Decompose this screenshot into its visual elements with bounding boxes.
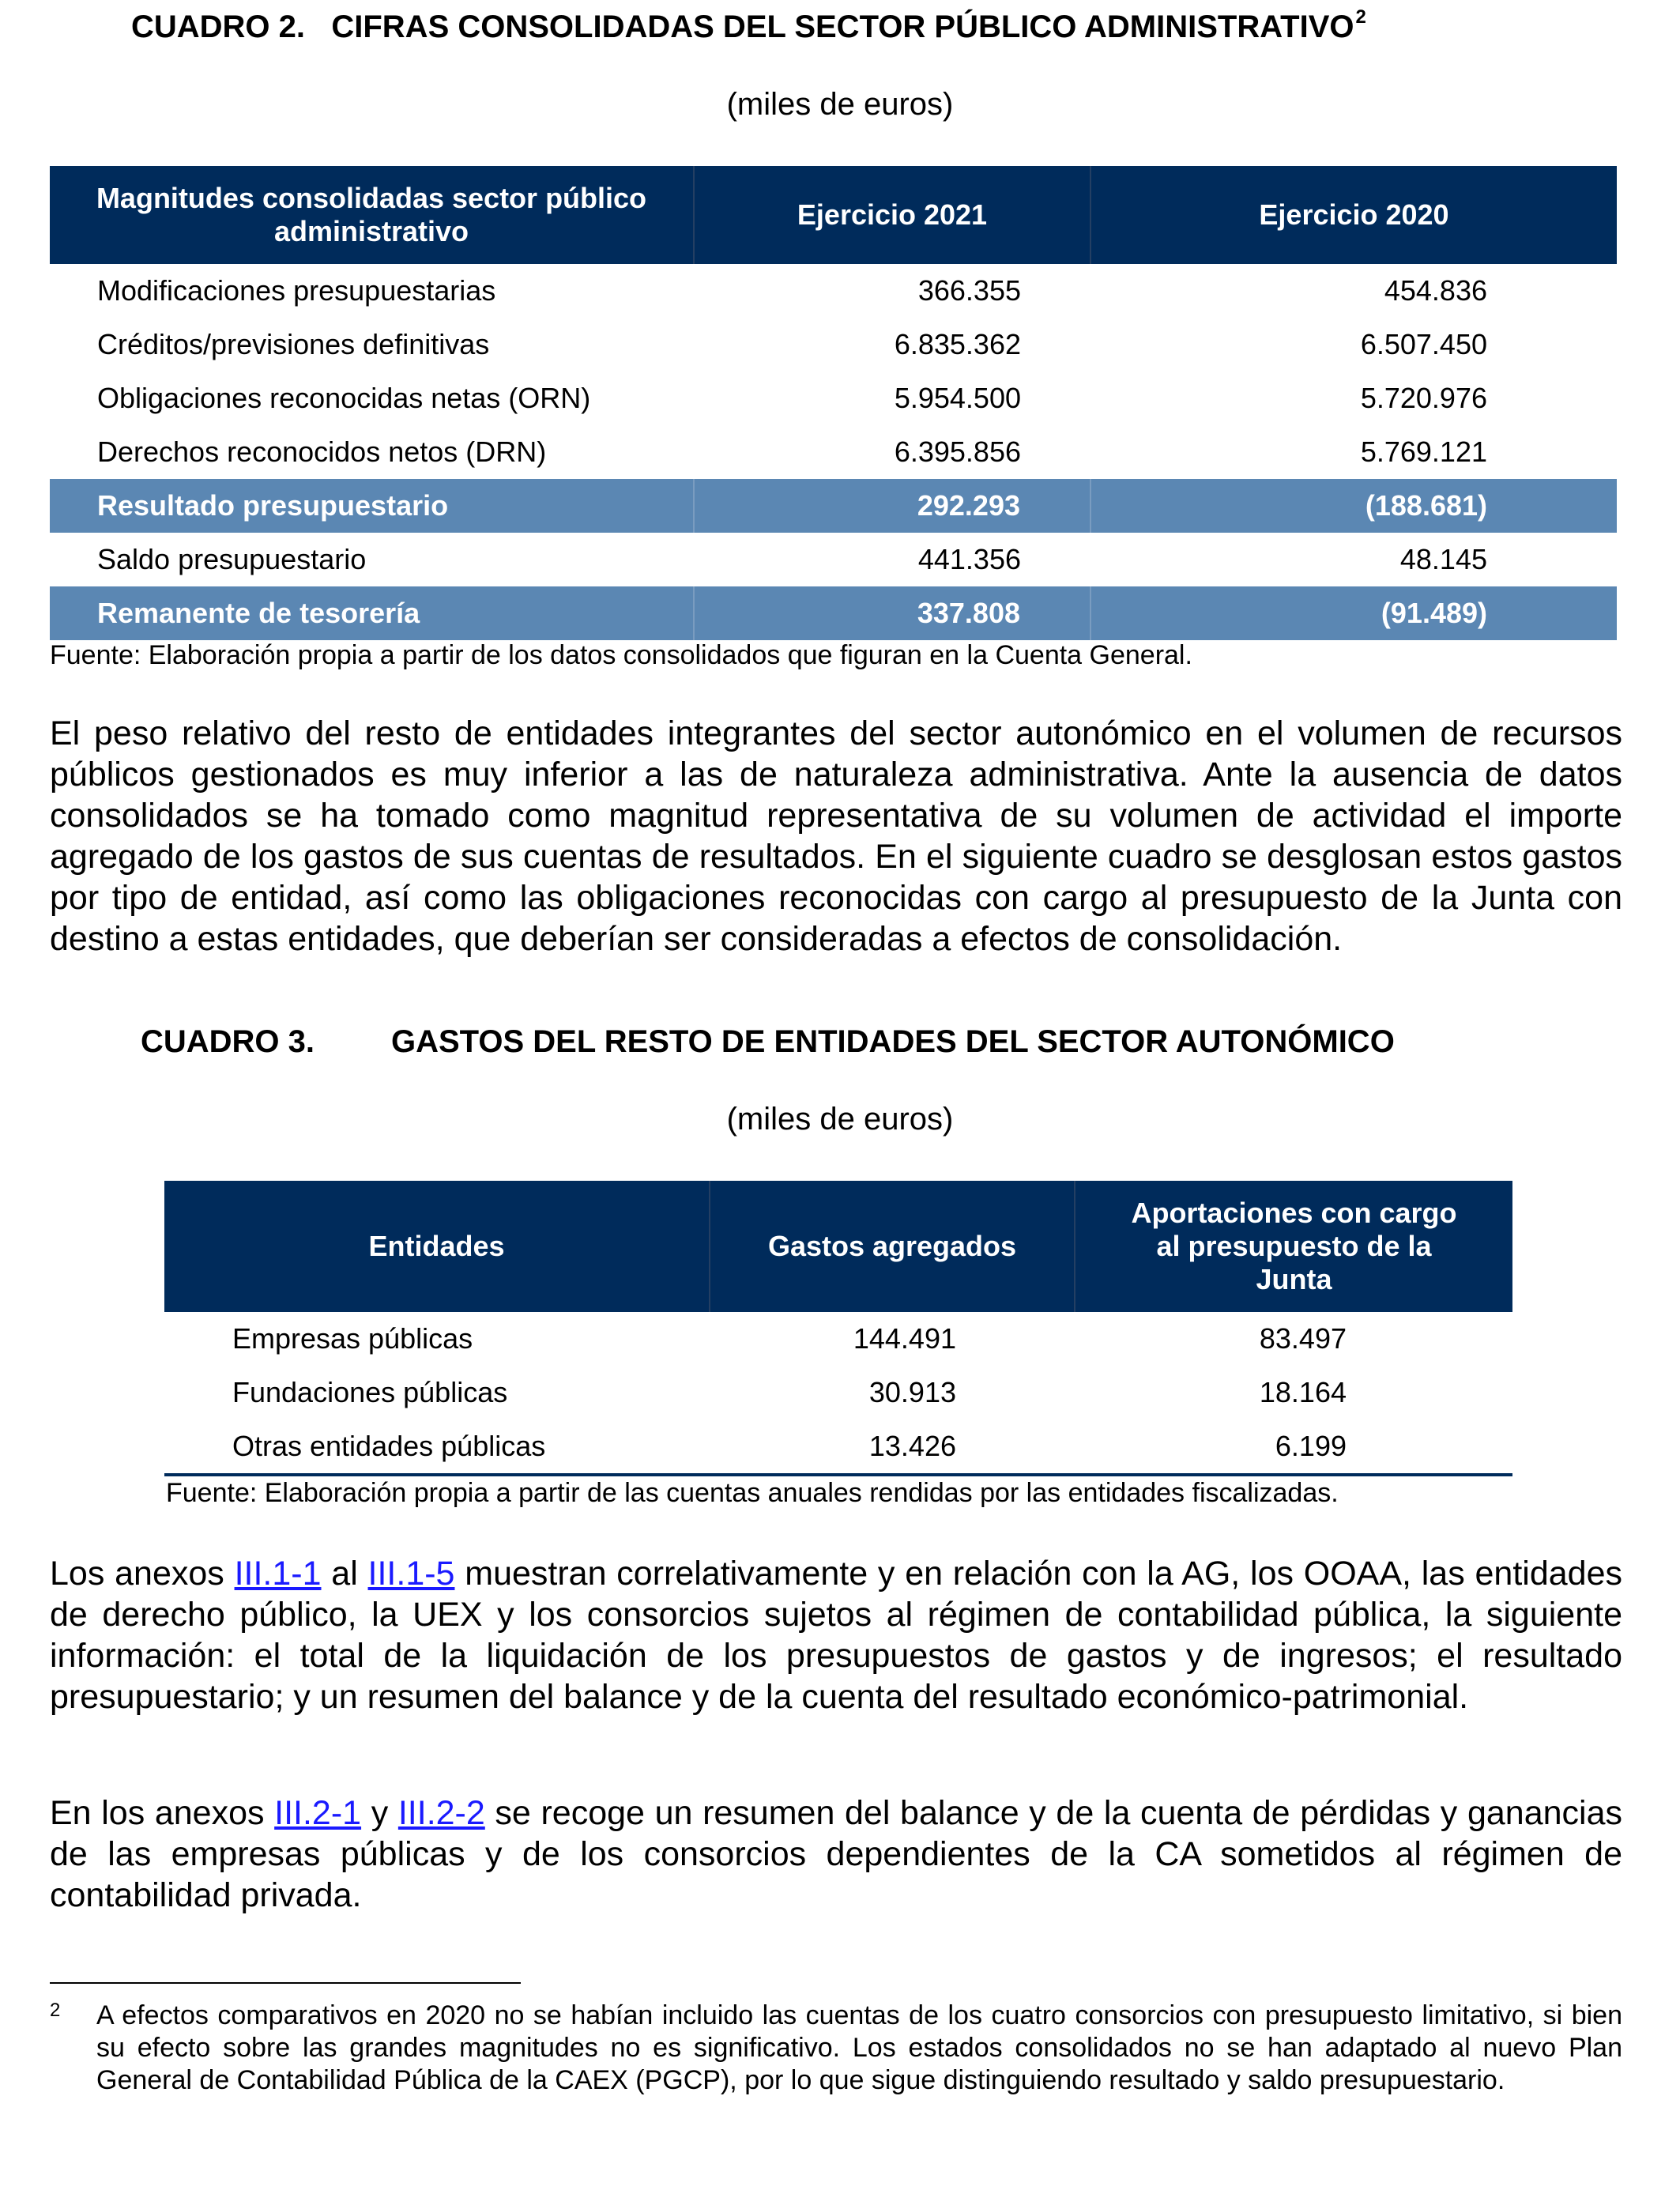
footnote-number: 2 (50, 2000, 61, 2021)
column-header: Ejercicio 2021 (694, 166, 1090, 264)
table-row (50, 318, 1617, 371)
other-entities-expenses-table (164, 1181, 1512, 1476)
annex-link[interactable]: III.2-1 (274, 1794, 362, 1832)
value-2020: 6.507.450 (1360, 328, 1487, 360)
annex-link[interactable]: III.1-1 (234, 1555, 322, 1593)
footnote-text: A efectos comparativos en 2020 no se habían incluido las cuentas de los cuatro consorcios con presupuesto limitativo, si bien su efecto sobre las grandes magnitudes no es significativo. Los estados consolidados no se han adaptado al nuevo Plan General de Contabilidad Pública de la CAEX (PGCP), por lo que sigue distinguiendo resultado y saldo presupuestario. (96, 2000, 1622, 2095)
value-2020: 48.145 (1399, 543, 1487, 575)
table-row-highlighted (50, 586, 1617, 640)
table2-heading-number: CUADRO 3. (141, 1024, 315, 1059)
annex-link[interactable]: III.2-2 (397, 1794, 485, 1832)
gastos-value: 30.913 (868, 1376, 956, 1408)
value-2020: 5.720.976 (1360, 382, 1487, 414)
value-2020: (91.489) (1090, 586, 1617, 640)
paragraph-text: En los anexos (50, 1794, 275, 1832)
row-label: Saldo presupuestario (97, 543, 367, 575)
table-row (50, 425, 1617, 479)
footnote-separator (50, 1982, 521, 1984)
table-row (50, 264, 1617, 318)
annex-link[interactable]: III.1-5 (367, 1555, 455, 1593)
value-2021: 441.356 (917, 543, 1021, 575)
table-row (50, 371, 1617, 425)
row-label: Fundaciones públicas (232, 1376, 508, 1408)
value-2021: 337.808 (694, 586, 1090, 640)
consolidated-figures-table (50, 166, 1617, 640)
table-row (164, 1366, 1512, 1419)
value-2021: 6.395.856 (894, 435, 1021, 468)
body-paragraph-2 (50, 1553, 1622, 1717)
table1-source: Fuente: Elaboración propia a partir de los datos consolidados que figuran en la Cuenta General. (50, 640, 1192, 670)
column-header: Gastos agregados (710, 1181, 1075, 1312)
value-2021: 5.954.500 (894, 382, 1021, 414)
value-2020: (188.681) (1090, 479, 1617, 533)
aportaciones-value: 6.199 (1075, 1419, 1512, 1475)
column-header: Magnitudes consolidadas sector público administrativo (50, 166, 694, 264)
table-header-row (164, 1181, 1512, 1312)
body-paragraph-1: El peso relativo del resto de entidades integrantes del sector autonómico en el volumen de recursos públicos gestionados es muy inferior a las de naturaleza administrativa. Ante la ausencia de datos consolidados se ha tomado como magnitud representativa de su volumen de actividad el importe agregado de los gastos de sus cuentas de resultados. En el siguiente cuadro se desglosan estos gastos por tipo de entidad, así como las obligaciones reconocidas con cargo al presupuesto de la Junta con destino a estas entidades, que deberían ser consideradas a efectos de consolidación. (50, 714, 1622, 958)
body-paragraph-3 (50, 1793, 1622, 1916)
table-header-row (50, 166, 1617, 264)
gastos-value: 144.491 (853, 1322, 956, 1355)
table1-heading (131, 6, 1366, 45)
value-2021: 366.355 (917, 274, 1021, 307)
row-label: Resultado presupuestario (50, 479, 694, 533)
table-row (50, 533, 1617, 586)
aportaciones-value: 83.497 (1259, 1322, 1347, 1355)
row-label: Otras entidades públicas (164, 1419, 710, 1475)
value-2021: 292.293 (694, 479, 1090, 533)
row-label: Modificaciones presupuestarias (97, 274, 496, 307)
table-row (164, 1312, 1512, 1366)
paragraph-text: Los anexos (50, 1555, 235, 1593)
paragraph-text: muestran correlativamente y en relación con la AG, los OOAA, las entidades de derecho público, la UEX y los consorcios sujetos al régimen de contabilidad pública, la siguiente información: el total de la liquidación de los presupuestos de gastos y de ingresos; el resultado presupuestario; y un resumen del balance y de la cuenta del resultado económico-patrimonial. (50, 1555, 1622, 1716)
table1-units: (miles de euros) (726, 87, 954, 122)
row-label: Créditos/previsiones definitivas (97, 328, 490, 360)
row-label: Obligaciones reconocidas netas (ORN) (97, 382, 591, 414)
paragraph-text: al (321, 1555, 368, 1593)
table-row-highlighted (50, 479, 1617, 533)
paragraph-text: se recoge un resumen del balance y de la cuenta de pérdidas y ganancias de las empresas públicas y de los consorcios dependientes de la CA sometidos al régimen de contabilidad privada. (50, 1794, 1622, 1914)
value-2020: 454.836 (1384, 274, 1487, 307)
column-header: Entidades (164, 1181, 710, 1312)
row-label: Empresas públicas (232, 1322, 473, 1355)
paragraph-text: y (361, 1794, 398, 1832)
table2-source: Fuente: Elaboración propia a partir de las cuentas anuales rendidas por las entidades fiscalizadas. (166, 1478, 1339, 1508)
value-2021: 6.835.362 (894, 328, 1021, 360)
value-2020: 5.769.121 (1360, 435, 1487, 468)
row-label: Remanente de tesorería (50, 586, 694, 640)
column-header: Aportaciones con cargo al presupuesto de la Junta (1075, 1181, 1512, 1312)
table2-units: (miles de euros) (726, 1102, 954, 1137)
aportaciones-value: 18.164 (1259, 1376, 1347, 1408)
row-label: Derechos reconocidos netos (DRN) (97, 435, 547, 468)
gastos-value: 13.426 (710, 1419, 1075, 1475)
table2-heading-title: GASTOS DEL RESTO DE ENTIDADES DEL SECTOR AUTONÓMICO (391, 1024, 1395, 1059)
column-header: Ejercicio 2020 (1090, 166, 1617, 264)
table-row (164, 1419, 1512, 1475)
footnote-reference[interactable]: 2 (1355, 6, 1366, 28)
table1-heading-text: CUADRO 2. CIFRAS CONSOLIDADAS DEL SECTOR PÚBLICO ADMINISTRATIVO (131, 9, 1354, 44)
